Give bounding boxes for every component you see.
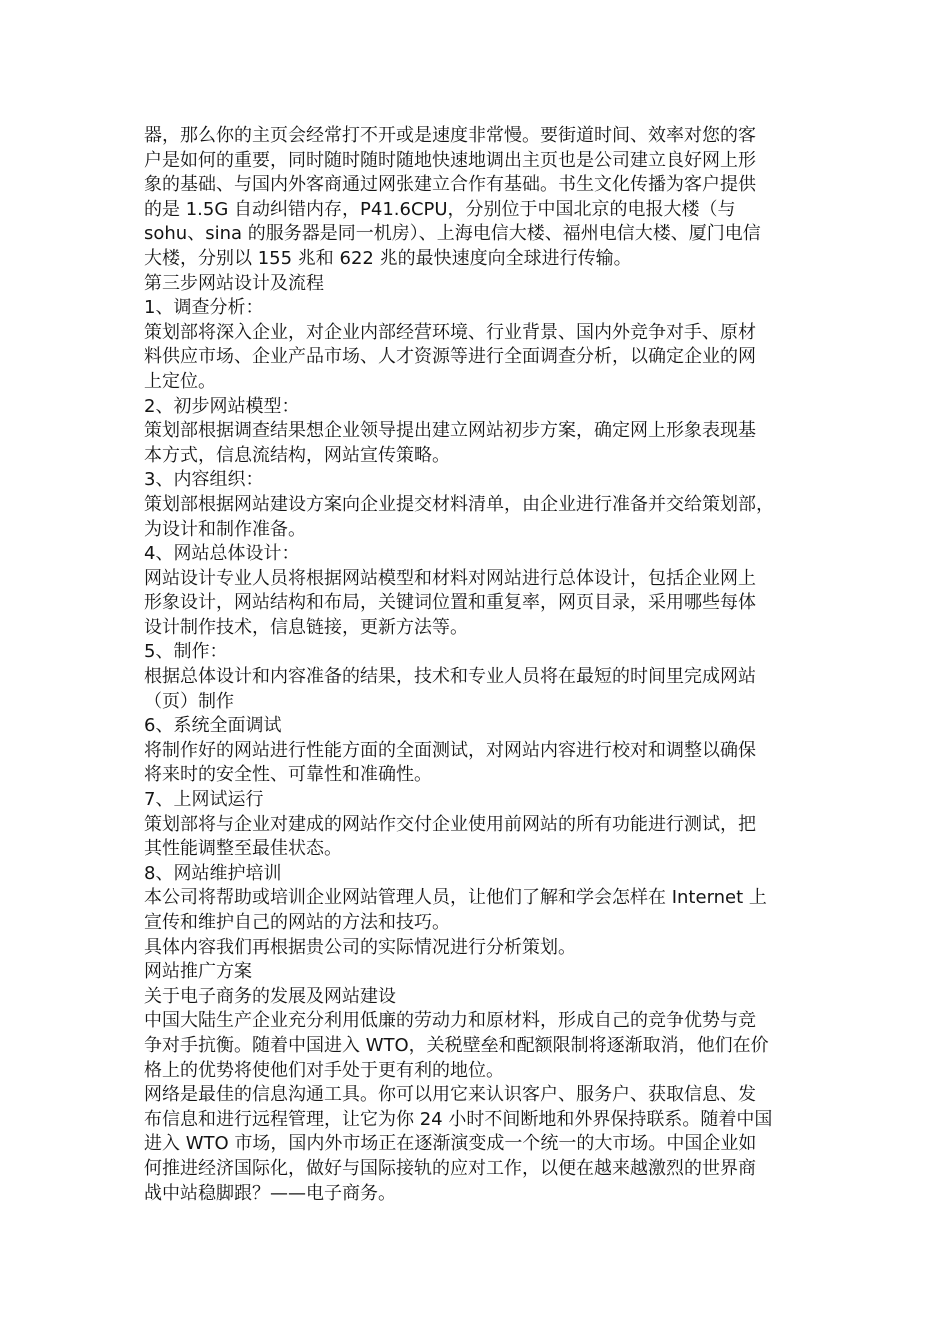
subheading-content-organization: 3、内容组织： — [144, 469, 264, 491]
text-line: 将来时的安全性、可靠性和准确性。 — [144, 764, 432, 786]
section-heading-step3: 第三步网站设计及流程 — [144, 272, 324, 294]
subheading-survey: 1、调查分析： — [144, 297, 264, 319]
text-line: 根据总体设计和内容准备的结果，技术和专业人员将在最短的时间里完成网站 — [144, 666, 756, 688]
text-line: 策划部将深入企业，对企业内部经营环境、行业背景、国内外竞争对手、原材 — [144, 321, 756, 343]
text-line: 宣传和维护自己的网站的方法和技巧。 — [144, 912, 450, 933]
text-line: 何推进经济国际化，做好与国际接轨的应对工作，以便在越来越激烈的世界商 — [144, 1157, 756, 1179]
paragraph-details-note — [144, 936, 812, 961]
text-line: 料供应市场、企业产品市场、人才资源等进行全面调查分析，以确定企业的网 — [144, 346, 756, 368]
text-line: 形象设计，网站结构和布局，关键词位置和重复率，网页目录，采用哪些每体 — [144, 592, 756, 614]
text-line: （页）制作 — [144, 690, 234, 712]
paragraph-initial-model — [144, 419, 812, 468]
text-line: 其性能调整至最佳状态。 — [144, 838, 342, 860]
section-heading-promotion: 网站推广方案 — [144, 961, 252, 983]
subheading-system-testing: 6、系统全面调试 — [144, 715, 282, 737]
text-line: 网络是最佳的信息沟通工具。你可以用它来认识客户、服务户、获取信息、发 — [144, 1084, 756, 1106]
text-line: 上定位。 — [144, 370, 216, 392]
paragraph-survey — [144, 321, 812, 395]
text-line: 器，那么你的主页会经常打不开或是速度非常慢。要街道时间、效率对您的客 — [144, 125, 756, 146]
text-line: 的是 1.5G 自动纠错内存，P41.6CPU，分别位于中国北京的电报大楼（与 — [144, 198, 736, 220]
text-line: 布信息和进行远程管理，让它为你 24 小时不间断地和外界保持联系。随着中国 — [144, 1108, 773, 1130]
subheading-trial-run: 7、上网试运行 — [144, 789, 264, 811]
text-line: 中国大陆生产企业充分利用低廉的劳动力和原材料，形成自己的竞争优势与竞 — [144, 1010, 756, 1032]
text-line: 格上的优势将使他们对手处于更有利的地位。 — [144, 1059, 504, 1081]
paragraph-content-organization — [144, 493, 812, 542]
subheading-production: 5、制作： — [144, 641, 228, 663]
text-line: sohu、sina 的服务器是同一机房）、上海电信大楼、福州电信大楼、厦门电信 — [144, 223, 761, 245]
paragraph-maintenance-training — [144, 886, 812, 935]
paragraph-trial-run — [144, 813, 812, 862]
paragraph-network-communication — [144, 1083, 812, 1206]
text-line: 具体内容我们再根据贵公司的实际情况进行分析策划。 — [144, 936, 576, 958]
paragraph-production — [144, 665, 812, 714]
text-line: 策划部根据网站建设方案向企业提交材料清单，由企业进行准备并交给策划部， — [144, 493, 774, 515]
text-line: 网站设计专业人员将根据网站模型和材料对网站进行总体设计，包括企业网上 — [144, 567, 756, 589]
subheading-overall-design: 4、网站总体设计： — [144, 543, 300, 565]
document-body — [144, 124, 812, 1206]
paragraph-overall-design — [144, 567, 812, 641]
text-line: 户是如何的重要，同时随时随时随地快速地调出主页也是公司建立良好网上形 — [144, 149, 756, 171]
paragraph-system-testing — [144, 739, 812, 788]
text-line: 本方式，信息流结构，网站宣传策略。 — [144, 444, 450, 466]
text-line: 争对手抗衡。随着中国进入 WTO，关税壁垒和配额限制将逐渐取消，他们在价 — [144, 1034, 769, 1056]
text-line: 大楼，分别以 155 兆和 622 兆的最快速度向全球进行传输。 — [144, 247, 632, 269]
text-line: 将制作好的网站进行性能方面的全面测试，对网站内容进行校对和调整以确保 — [144, 739, 756, 761]
paragraph-server-hosting — [144, 124, 812, 272]
text-line: 战中站稳脚跟？——电子商务。 — [144, 1182, 396, 1204]
text-line: 为设计和制作准备。 — [144, 518, 306, 540]
text-line: 象的基础、与国内外客商通过网张建立合作有基础。书生文化传播为客户提供 — [144, 174, 756, 196]
text-line: 策划部根据调查结果想企业领导提出建立网站初步方案，确定网上形象表现基 — [144, 420, 756, 442]
text-line: 策划部将与企业对建成的网站作交付企业使用前网站的所有功能进行测试，把 — [144, 813, 756, 835]
subheading-maintenance-training: 8、网站维护培训 — [144, 862, 282, 884]
text-line: 进入 WTO 市场，国内外市场正在逐渐演变成一个统一的大市场。中国企业如 — [144, 1133, 757, 1155]
subheading-initial-model: 2、初步网站模型： — [144, 395, 300, 417]
paragraph-china-manufacturing — [144, 1009, 812, 1083]
section-heading-ecommerce: 关于电子商务的发展及网站建设 — [144, 985, 396, 1007]
text-line: 本公司将帮助或培训企业网站管理人员，让他们了解和学会怎样在 Internet 上 — [144, 887, 767, 909]
text-line: 设计制作技术，信息链接，更新方法等。 — [144, 616, 468, 638]
